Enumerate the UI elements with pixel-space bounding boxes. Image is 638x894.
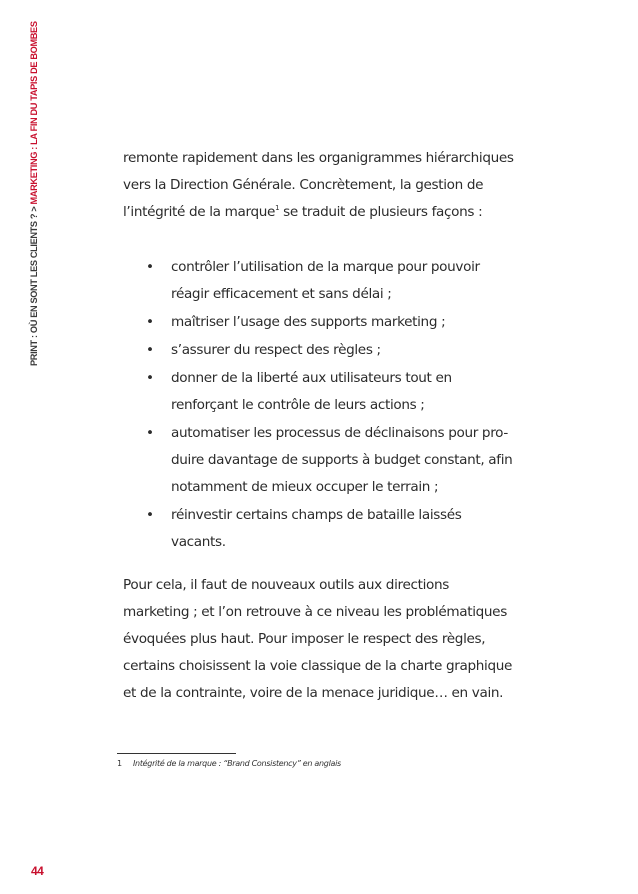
list-item-text: réinvestir certains champs de bataille laissés vacants. xyxy=(171,507,462,550)
bullet-icon: • xyxy=(146,507,154,523)
list-item xyxy=(146,420,516,501)
running-head-chapter: MARKETING : LA FIN DU TAPIS DE BOMBES xyxy=(29,21,39,205)
list-item xyxy=(146,365,516,419)
paragraph-intro-text-end: se traduit de plusieurs façons : xyxy=(279,204,483,220)
footnote xyxy=(117,759,341,768)
list-item-text: s’assurer du respect des règles ; xyxy=(171,342,381,358)
list-item-text: automatiser les processus de déclinaisons pour pro-duire davantage de supports à budget constant, afin notamment de mieux occuper le terrain ; xyxy=(171,425,513,495)
footnote-text: Intégrité de la marque : “Brand Consistency” en anglais xyxy=(133,759,341,768)
paragraph-intro xyxy=(123,145,515,226)
paragraph-intro-text-start: remonte rapidement dans les organigrammes hiérarchiques vers la Direction Générale. Concrètement, la gestion de l’intégrité de la marque xyxy=(123,150,514,220)
list-item xyxy=(146,309,516,336)
footnote-reference[interactable]: 1 xyxy=(275,204,280,212)
running-head xyxy=(28,21,40,366)
bullet-icon: • xyxy=(146,342,154,358)
footnote-number: 1 xyxy=(117,759,122,768)
list-item-text: donner de la liberté aux utilisateurs tout en renforçant le contrôle de leurs actions ; xyxy=(171,370,452,413)
list-item-text: maîtriser l’usage des supports marketing ; xyxy=(171,314,446,330)
bullet-icon: • xyxy=(146,314,154,330)
page-number: 44 xyxy=(31,864,44,878)
list-item-text: contrôler l’utilisation de la marque pour pouvoir réagir efficacement et sans délai ; xyxy=(171,259,480,302)
footnote-divider xyxy=(117,753,236,754)
running-head-section: PRINT : OÙ EN SONT LES CLIENTS ? > xyxy=(29,204,39,366)
bullet-icon: • xyxy=(146,370,154,386)
paragraph-conclusion: Pour cela, il faut de nouveaux outils aux directions marketing ; et l’on retrouve à ce niveau les problématiques évoquées plus haut. Pour imposer le respect des règles, certains choisissent la voie classique de la charte graphique et de la contrainte, voire de la menace juridique… en vain. xyxy=(123,577,513,701)
bullet-icon: • xyxy=(146,425,154,441)
list-item xyxy=(146,337,516,364)
bullet-icon: • xyxy=(146,259,154,275)
list-item xyxy=(146,502,516,556)
bullet-list xyxy=(146,254,516,557)
list-item xyxy=(146,254,516,308)
